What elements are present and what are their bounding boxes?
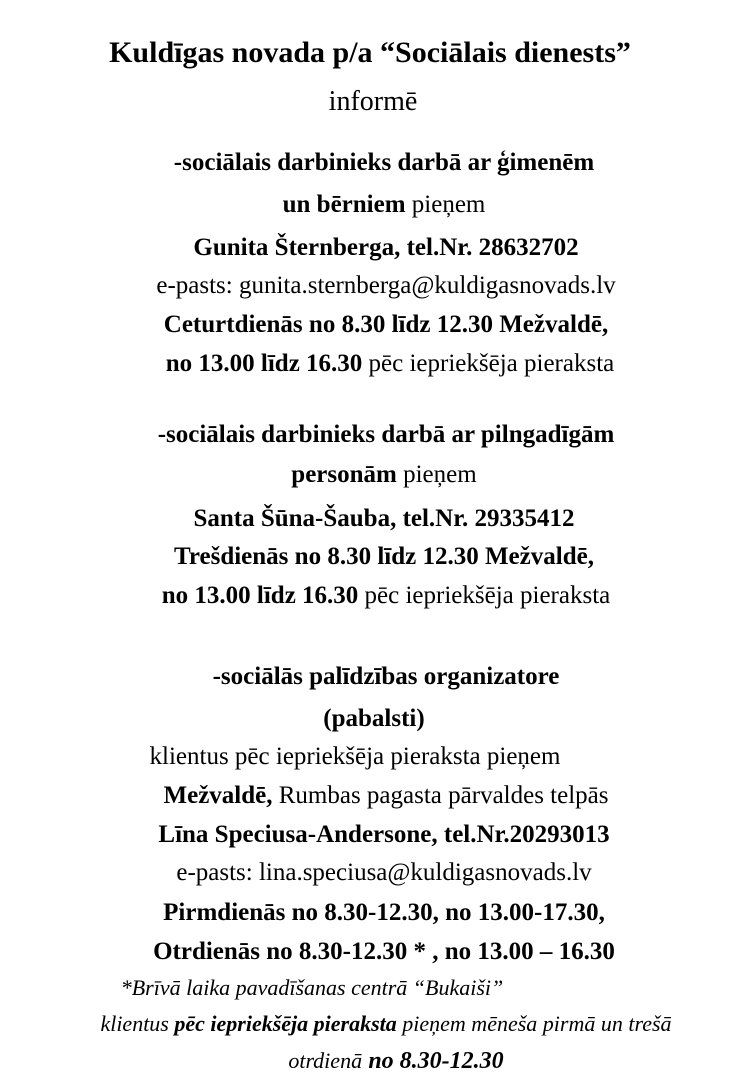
footnote-line1: *Brīvā laika pavadīšanas centrā “Bukaiši” <box>120 975 504 1000</box>
section1-role-line2 <box>14 192 740 217</box>
footnote-line3-a: otrdienā <box>288 1048 363 1073</box>
section1-hours2-normal: pēc iepriekšēja pieraksta <box>368 350 615 377</box>
footnote-line2-a: klientus <box>100 1011 169 1036</box>
section3-hours1: Pirmdienās no 8.30-12.30, no 13.00-17.30, <box>163 899 605 926</box>
section3-role-line2: (pabalsti) <box>323 705 425 732</box>
section2-contact: Santa Šūna-Šauba, tel.Nr. 29335412 <box>193 505 575 532</box>
section2-role-line2-normal: pieņem <box>403 461 477 488</box>
section3-location-bold: Mežvaldē, <box>163 782 273 809</box>
section1-role-line2-normal: pieņem <box>411 191 486 218</box>
section3-location <box>16 783 740 808</box>
section2-hours2-normal: pēc iepriekšēja pieraksta <box>364 582 611 609</box>
section3-contact: Līna Speciusa-Andersone, tel.Nr.20293013 <box>158 821 610 848</box>
section3-appointment: klientus pēc iepriekšēja pieraksta pieņem <box>149 743 561 770</box>
footnote-line3 <box>26 1048 740 1073</box>
section3-email: e-pasts: lina.speciusa@kuldigasnovads.lv <box>176 859 592 886</box>
footnote-line2-c: pieņem mēneša pirmā un trešā <box>402 1011 672 1036</box>
section1-hours2-bold: no 13.00 līdz 16.30 <box>165 350 363 377</box>
footnote-line2 <box>16 1013 740 1035</box>
section1-hours2 <box>20 351 740 376</box>
section1-email: e-pasts: gunita.sternberga@kuldigasnovads.lv <box>156 272 616 299</box>
section2-role-line2-bold: personām <box>291 461 397 488</box>
section2-hours1: Trešdienās no 8.30 līdz 12.30 Mežvaldē, <box>174 543 594 570</box>
section3-role-line1: -sociālās palīdzības organizatore <box>212 663 560 690</box>
section1-contact: Gunita Šternberga, tel.Nr. 28632702 <box>193 234 579 261</box>
page-title: Kuldīgas novada p/a “Sociālais dienests” <box>109 36 631 69</box>
section3-location-normal: Rumbas pagasta pārvaldes telpās <box>278 782 609 809</box>
section2-role-line1: -sociālais darbinieks darbā ar pilngadīgām <box>157 421 615 448</box>
page-subtitle: informē <box>328 86 418 117</box>
section2-role-line2 <box>14 462 740 487</box>
footnote-line3-bold: no 8.30-12.30 <box>368 1048 504 1074</box>
section1-hours1: Ceturtdienās no 8.30 līdz 12.30 Mežvaldē, <box>163 311 609 338</box>
section1-role-line2-bold: un bērniem <box>282 191 406 218</box>
footnote-line2-bold: pēc iepriekšēja pieraksta <box>174 1011 397 1036</box>
section3-hours2: Otrdienās no 8.30-12.30 * , no 13.00 – 16.30 <box>153 938 615 965</box>
section1-role-line1: -sociālais darbinieks darbā ar ģimenēm <box>173 149 595 176</box>
section2-hours2 <box>16 583 740 608</box>
section2-hours2-bold: no 13.00 līdz 16.30 <box>161 582 359 609</box>
